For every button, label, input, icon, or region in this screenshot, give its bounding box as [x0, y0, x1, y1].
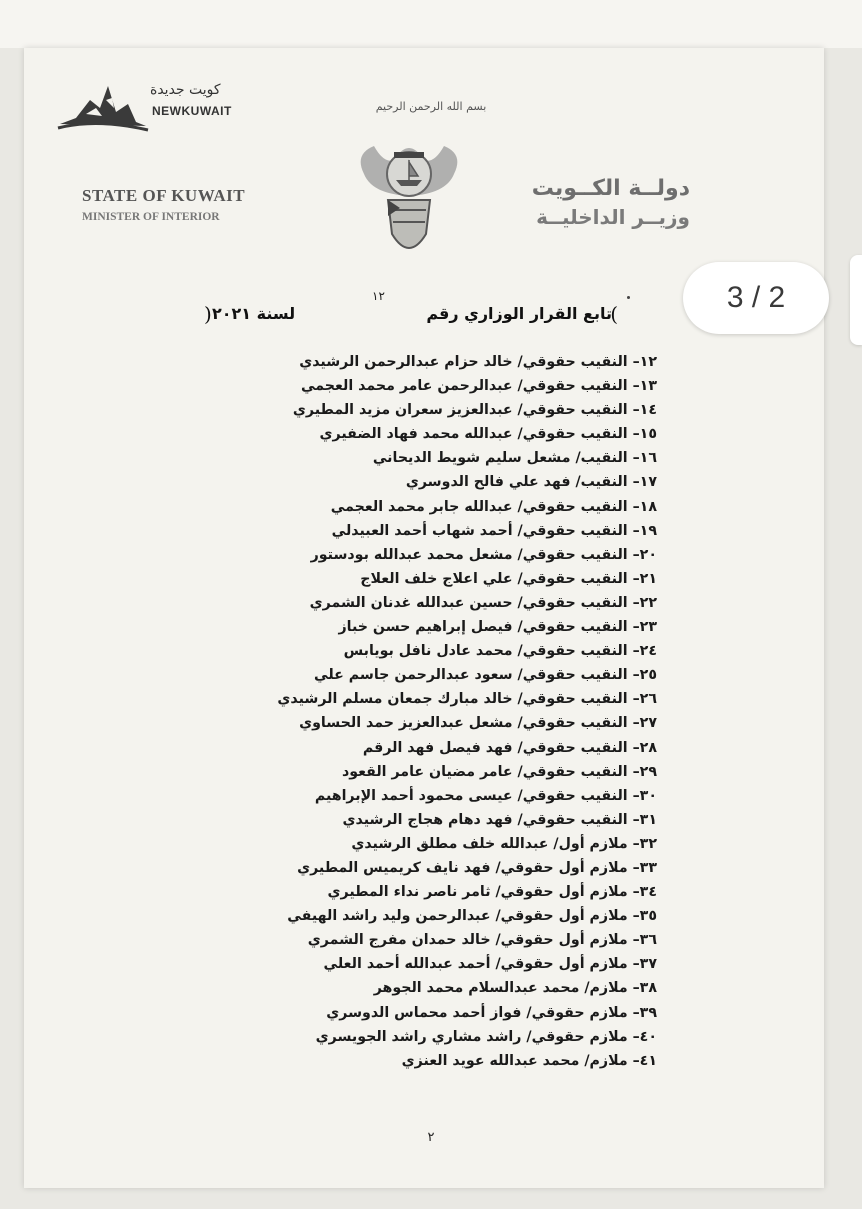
list-item: ٣٨– ملازم/ محمد عبدالسلام محمد الجوهر [373, 980, 657, 997]
list-item: ٢٧– النقيب حقوقي/ مشعل عبدالعزيز حمد الحساوي [299, 715, 657, 732]
list-item: ٣٦– ملازم أول حقوقي/ خالد حمدان مفرج الشمري [307, 932, 657, 949]
list-item: ٢٠– النقيب حقوقي/ مشعل محمد عبدالله بودستور [310, 546, 657, 563]
decree-heading [204, 302, 618, 330]
list-item: ٣٩– ملازم حقوقي/ فواز أحمد محماس الدوسري [326, 1004, 657, 1021]
list-item: ١٨– النقيب حقوقي/ عبدالله جابر محمد العجمي [330, 498, 657, 515]
list-item: ٢٢– النقيب حقوقي/ حسين عبدالله غدنان الشمري [309, 594, 657, 611]
list-item: ١٦– النقيب/ مشعل سليم شويط الديحاني [372, 450, 657, 467]
side-handle[interactable] [850, 255, 862, 345]
list-item: ٢٣– النقيب حقوقي/ فيصل إبراهيم حسن خباز [338, 619, 657, 636]
decree-heading-year: لسنة ٢٠٢١ [212, 304, 296, 323]
minister-of-interior-arabic: وزيــر الداخليــة [536, 205, 690, 229]
logo-english-text: NEWKUWAIT [152, 104, 232, 118]
list-item: ٣٣– ملازم أول حقوقي/ فهد نايف كريميس المطيري [297, 859, 657, 876]
list-item: ٤٠– ملازم حقوقي/ راشد مشاري راشد الجويسري [315, 1028, 657, 1045]
list-item: ١٣– النقيب حقوقي/ عبدالرحمن عامر محمد العجمي [300, 378, 657, 395]
list-item: ٤١– ملازم/ محمد عبدالله عويد العنزي [401, 1052, 657, 1069]
list-item: ٣٤– ملازم أول حقوقي/ ثامر ناصر نداء المطيري [327, 884, 657, 901]
list-item: ٢٩– النقيب حقوقي/ عامر مضيان عامر القعود [341, 763, 657, 780]
list-item: ١٧– النقيب/ فهد علي فالح الدوسري [405, 474, 657, 491]
page-number: ٢ [427, 1130, 435, 1145]
list-item: ٢٨– النقيب حقوقي/ فهد فيصل فهد الرقم [362, 739, 657, 756]
decree-number: ١٢ [372, 289, 385, 303]
list-item: ٣٥– ملازم أول حقوقي/ عبدالرحمن وليد راشد الهيفي [287, 908, 657, 925]
ink-dot [627, 296, 630, 299]
list-item: ٢١– النقيب حقوقي/ علي اعلاج خلف العلاج [360, 570, 657, 587]
state-of-kuwait-arabic: دولــة الكــويت [531, 176, 690, 201]
list-item: ٣١– النقيب حقوقي/ فهد دهام هجاج الرشيدي [342, 811, 657, 828]
list-item: ٣٢– ملازم أول/ عبدالله خلف مطلق الرشيدي [351, 835, 657, 852]
officer-list [187, 350, 657, 1073]
basmala: بسم الله الرحمن الرحيم [375, 100, 487, 113]
heading-close-parenthesis: ) [204, 302, 212, 326]
list-item: ١٤– النقيب حقوقي/ عبدالعزيز سعران مزيد المطيري [292, 402, 657, 419]
page-indicator: 3 / 2 [683, 262, 829, 334]
list-item: ٣٠– النقيب حقوقي/ عيسى محمود أحمد الإبراهيم [314, 787, 657, 804]
logo-arabic-text: كويت جديدة [150, 82, 221, 98]
list-item: ٣٧– ملازم أول حقوقي/ أحمد عبدالله أحمد العلي [323, 956, 657, 973]
list-item: ٢٥– النقيب حقوقي/ سعود عبدالرحمن جاسم علي [313, 667, 657, 684]
minister-of-interior-english: MINISTER OF INTERIOR [82, 211, 220, 223]
list-item: ١٩– النقيب حقوقي/ أحمد شهاب أحمد العبيدلي [331, 522, 657, 539]
viewer-top-band [0, 0, 862, 48]
kuwait-emblem-icon [354, 134, 464, 274]
list-item: ١٢– النقيب حقوقي/ خالد حزام عبدالرحمن الرشيدي [299, 354, 657, 370]
heading-open-parenthesis: ( [610, 302, 618, 326]
state-of-kuwait-english: STATE OF KUWAIT [82, 186, 246, 205]
list-item: ١٥– النقيب حقوقي/ عبدالله محمد فهاد الضفيري [319, 426, 657, 443]
list-item: ٢٦– النقيب حقوقي/ خالد مبارك جمعان مسلم الرشيدي [277, 691, 657, 708]
list-item: ٢٤– النقيب حقوقي/ محمد عادل نافل بويابس [343, 643, 657, 660]
decree-heading-title: تابع القرار الوزاري رقم [426, 304, 612, 323]
